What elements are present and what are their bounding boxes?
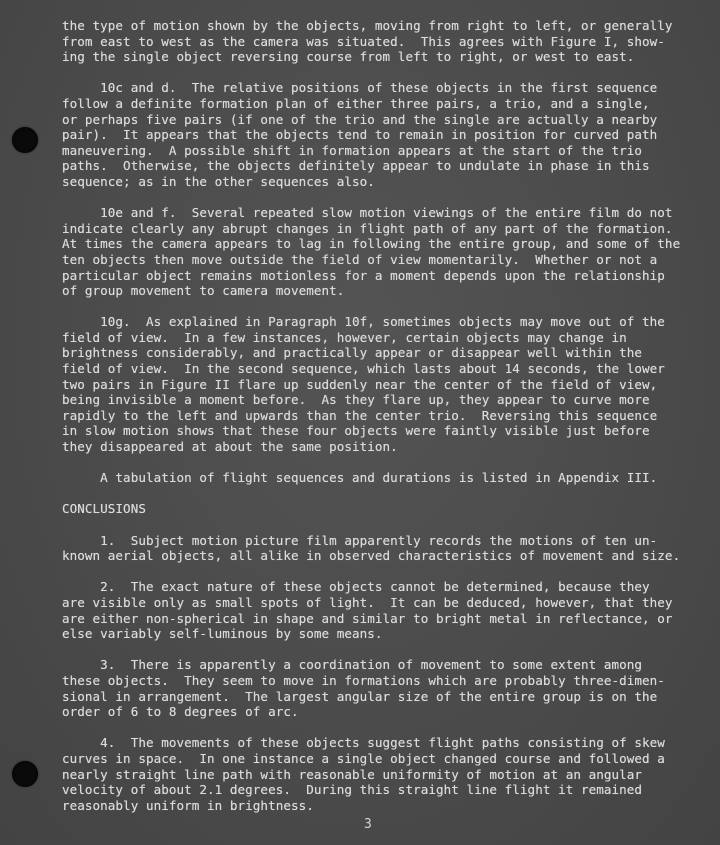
text-line: At times the camera appears to lag in following the entire group, and some of the <box>62 236 681 252</box>
text-line: are visible only as small spots of light. It can be deduced, however, that they <box>62 594 673 610</box>
text-line: 3. There is apparently a coordination of movement to some extent among <box>62 657 643 673</box>
text-line: curves in space. In one instance a single object changed course and followed a <box>62 750 665 766</box>
text-line: rapidly to the left and upwards than the center trio. Reversing this sequence <box>62 407 658 423</box>
paragraph-top <box>62 18 692 65</box>
text-line: particular object remains motionless for a moment depends upon the relationship <box>62 267 665 283</box>
text-line: 10c and d. The relative positions of these objects in the first sequence <box>62 80 658 96</box>
conclusion-3 <box>62 657 692 719</box>
text-line: follow a definite formation plan of either three pairs, a trio, and a single, <box>62 95 650 111</box>
text-line: being invisible a moment before. As they flare up, they appear to curve more <box>62 392 650 408</box>
document-body <box>62 18 692 813</box>
text-line: 10e and f. Several repeated slow motion viewings of the entire film do not <box>62 205 673 221</box>
text-line: two pairs in Figure II flare up suddenly near the center of the field of view, <box>62 376 658 392</box>
binder-hole-top <box>12 127 38 153</box>
text-line: reasonably uniform in brightness. <box>62 797 314 813</box>
paragraph-tabulation <box>62 470 692 486</box>
conclusion-1 <box>62 533 692 564</box>
text-line: nearly straight line path with reasonable uniformity of motion at an angular <box>62 766 643 782</box>
text-line: they disappeared at about the same position. <box>62 439 398 455</box>
conclusions-heading: CONCLUSIONS <box>62 501 146 517</box>
text-line: 10g. As explained in Paragraph 10f, sometimes objects may move out of the <box>62 314 665 330</box>
text-line: sional in arrangement. The largest angular size of the entire group is on the <box>62 688 658 704</box>
text-line: ten objects then move outside the field of view momentarily. Whether or not a <box>62 251 658 267</box>
paragraph-10cd <box>62 80 692 189</box>
text-line: A tabulation of flight sequences and durations is listed in Appendix III. <box>62 470 658 486</box>
binder-hole-bottom <box>12 761 38 787</box>
conclusion-4 <box>62 735 692 813</box>
text-line: paths. Otherwise, the objects definitely appear to undulate in phase in this <box>62 158 650 174</box>
text-line: of group movement to camera movement. <box>62 283 345 299</box>
text-line: order of 6 to 8 degrees of arc. <box>62 704 299 720</box>
text-line: brightness considerably, and practically appear or disappear well within the <box>62 345 643 361</box>
text-line: 2. The exact nature of these objects cannot be determined, because they <box>62 579 650 595</box>
text-line: these objects. They seem to move in formations which are probably three-dimen- <box>62 672 665 688</box>
paragraph-10ef <box>62 205 692 299</box>
text-line: from east to west as the camera was situated. This agrees with Figure I, show- <box>62 33 665 49</box>
page-number: 3 <box>364 817 372 832</box>
text-line: velocity of about 2.1 degrees. During this straight line flight it remained <box>62 782 643 798</box>
text-line: the type of motion shown by the objects, moving from right to left, or generally <box>62 18 673 33</box>
text-line: field of view. In a few instances, however, certain objects may change in <box>62 329 627 345</box>
text-line: 4. The movements of these objects suggest flight paths consisting of skew <box>62 735 665 751</box>
text-line: pair). It appears that the objects tend to remain in position for curved path <box>62 127 658 143</box>
text-line: field of view. In the second sequence, which lasts about 14 seconds, the lower <box>62 361 665 377</box>
text-line: maneuvering. A possible shift in formation appears at the start of the trio <box>62 142 643 158</box>
text-line: known aerial objects, all alike in observed characteristics of movement and size. <box>62 548 681 564</box>
text-line: in slow motion shows that these four objects were faintly visible just before <box>62 423 650 439</box>
paragraph-10g <box>62 314 692 454</box>
conclusion-2 <box>62 579 692 641</box>
text-line: 1. Subject motion picture film apparently records the motions of ten un- <box>62 532 658 548</box>
text-line: indicate clearly any abrupt changes in flight path of any part of the formation. <box>62 220 673 236</box>
text-line: are either non-spherical in shape and similar to bright metal in reflectance, or <box>62 610 673 626</box>
text-line: sequence; as in the other sequences also. <box>62 173 375 189</box>
text-line: ing the single object reversing course from left to right, or west to east. <box>62 49 635 65</box>
text-line: or perhaps five pairs (if one of the trio and the single are actually a nearby <box>62 111 658 127</box>
text-line: else variably self-luminous by some means. <box>62 626 383 642</box>
